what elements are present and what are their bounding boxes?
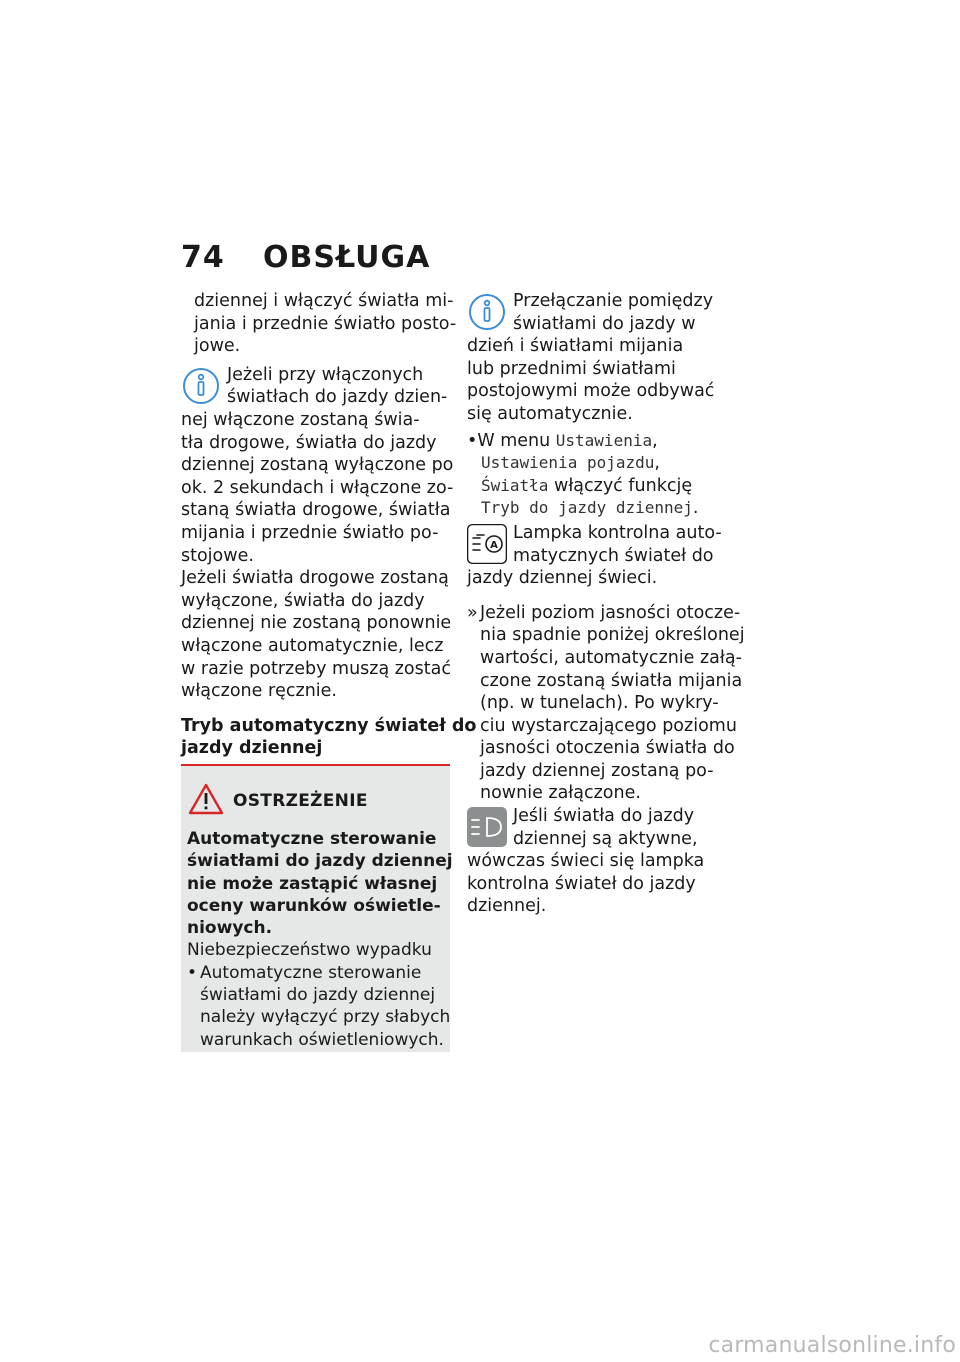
menu-step bbox=[467, 430, 743, 520]
text-line: Jeśli światła do jazdy bbox=[513, 806, 695, 827]
text-line: Jeżeli światła drogowe zostaną bbox=[181, 568, 449, 589]
text-line: światłami do jazdy dziennej bbox=[200, 985, 436, 1006]
menu-step-line bbox=[467, 497, 743, 520]
text-line: światłami do jazdy w bbox=[513, 313, 696, 334]
text-line: Przełączanie pomiędzy bbox=[513, 291, 714, 311]
text-line: stojowe. bbox=[181, 545, 254, 566]
warning-bold-line: Automatyczne sterowanie bbox=[187, 829, 437, 849]
warning-box bbox=[181, 764, 453, 1052]
auto-light-indicator-icon bbox=[467, 524, 507, 564]
text-line: Jeżeli poziom jasności otocze- bbox=[480, 602, 741, 623]
info-note-high-beam bbox=[181, 364, 454, 703]
text-line: jowe. bbox=[194, 336, 241, 357]
section-heading bbox=[181, 715, 477, 760]
result-marker: » bbox=[467, 602, 478, 623]
menu-item-daytime-mode: Tryb do jazdy dziennej bbox=[481, 498, 693, 518]
warning-triangle-icon bbox=[187, 782, 225, 816]
text-line: ciu wystarczającego poziomu bbox=[480, 715, 737, 736]
text-line: jazdy dziennej zostaną po- bbox=[480, 760, 714, 781]
menu-item-vehicle-settings: Ustawienia pojazdu bbox=[481, 453, 655, 473]
right-column bbox=[467, 290, 743, 918]
menu-item-settings: Ustawienia bbox=[555, 430, 653, 450]
page-number: 74 bbox=[181, 240, 225, 275]
text-line: warunkach oświetleniowych. bbox=[200, 1029, 444, 1050]
text-line: włączone ręcznie. bbox=[181, 681, 337, 702]
menu-step-line bbox=[467, 452, 743, 475]
info-icon bbox=[181, 366, 221, 406]
info-icon bbox=[467, 292, 507, 332]
text-line: mijania i przednie światło po- bbox=[181, 522, 439, 543]
text-line: jazdy dziennej świeci. bbox=[467, 568, 658, 589]
text-line: dziennej i włączyć światła mi- bbox=[194, 291, 454, 311]
text-line: tła drogowe, światła do jazdy bbox=[181, 432, 437, 453]
text-line: należy wyłączyć przy słabych bbox=[200, 1007, 451, 1028]
menu-item-lights: Światła bbox=[481, 475, 549, 495]
text-line: ok. 2 sekundach i włączone zo- bbox=[181, 477, 454, 498]
text-line: światłach do jazdy dzien- bbox=[227, 387, 448, 408]
warning-bold-line: światłami do jazdy dziennej bbox=[187, 851, 453, 872]
left-column bbox=[181, 290, 477, 760]
heading-line: jazdy dziennej bbox=[181, 738, 323, 759]
warning-subtitle: Niebezpieczeństwo wypadku bbox=[187, 940, 432, 961]
text-line: się automatycznie. bbox=[467, 403, 633, 424]
text-line: Jeżeli przy włączonych bbox=[227, 364, 424, 385]
heading-line: Tryb automatyczny świateł do bbox=[181, 715, 477, 736]
text-line: postojowymi może odbywać bbox=[467, 381, 715, 402]
text-line: w razie potrzeby muszą zostać bbox=[181, 658, 451, 679]
text-line: nia spadnie poniżej określonej bbox=[480, 625, 745, 646]
menu-step-line bbox=[467, 475, 743, 498]
text-line: dziennej zostaną wyłączone po bbox=[181, 455, 454, 476]
text-line: dziennej. bbox=[467, 896, 547, 917]
warning-bold-line: oceny warunków oświetle- bbox=[187, 895, 441, 916]
text-line: dzień i światłami mijania bbox=[467, 336, 684, 357]
text-line: czone zostaną światła mijania bbox=[480, 670, 743, 691]
bullet-dot: • bbox=[467, 430, 478, 451]
text-line: Automatyczne sterowanie bbox=[200, 962, 422, 983]
menu-step-line bbox=[467, 430, 743, 453]
text-line: staną światła drogowe, światła bbox=[181, 500, 451, 521]
lamp-auto-note bbox=[467, 522, 743, 590]
warning-bold-line: nie może zastąpić własnej bbox=[187, 873, 438, 894]
menu-end: . bbox=[692, 498, 699, 519]
text-line: włączone automatycznie, lecz bbox=[181, 635, 444, 656]
svg-text:A: A bbox=[490, 539, 498, 551]
text-line: dziennej są aktywne, bbox=[513, 828, 698, 849]
menu-mid-text: włączyć funkcję bbox=[548, 475, 693, 496]
text-line: jania i przednie światło posto- bbox=[194, 313, 457, 334]
text-line: wartości, automatycznie załą- bbox=[480, 647, 742, 668]
text-line: lub przednimi światłami bbox=[467, 358, 676, 379]
watermark: carmanualsonline.info bbox=[708, 1333, 956, 1358]
intro-paragraph bbox=[181, 290, 457, 358]
text-line: nownie załączone. bbox=[480, 783, 641, 804]
warning-bullet bbox=[187, 962, 449, 1051]
text-line: jasności otoczenia światła do bbox=[480, 738, 735, 759]
text-line: nej włączone zostaną świa- bbox=[181, 409, 420, 430]
bullet-dot: • bbox=[187, 962, 198, 983]
daytime-light-indicator-icon bbox=[467, 807, 507, 847]
text-line: wówczas świeci się lampka bbox=[467, 851, 705, 872]
text-line: (np. w tunelach). Po wykry- bbox=[480, 693, 719, 714]
text-line: wyłączone, światła do jazdy bbox=[181, 590, 425, 611]
result-item bbox=[467, 602, 743, 805]
text-line: dziennej nie zostaną ponownie bbox=[181, 613, 452, 634]
warning-title: OSTRZEŻENIE bbox=[233, 791, 368, 811]
separator: , bbox=[652, 430, 658, 451]
info-note-automatic bbox=[467, 290, 743, 426]
section-title: OBSŁUGA bbox=[263, 240, 431, 275]
text-line: Lampka kontrolna auto- bbox=[513, 522, 722, 543]
menu-prefix: W menu bbox=[477, 430, 556, 451]
text-line: matycznych świateł do bbox=[513, 545, 714, 566]
warning-bold-line: niowych. bbox=[187, 918, 273, 939]
separator: , bbox=[654, 453, 660, 474]
text-line: kontrolna świateł do jazdy bbox=[467, 873, 696, 894]
daylight-lamp-note bbox=[467, 805, 743, 918]
